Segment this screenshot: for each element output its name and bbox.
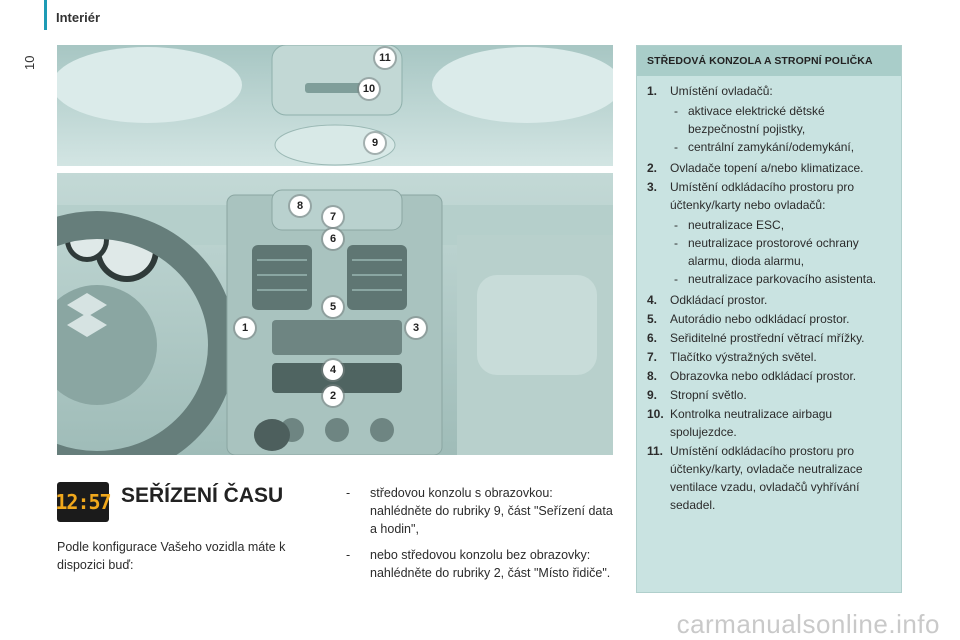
legend-number: 6. (647, 331, 658, 345)
legend-item (647, 291, 893, 309)
legend-number: 3. (647, 180, 658, 194)
legend-subitem: - neutralizace prostorové ochrany alarmu, dioda alarmu, (674, 236, 859, 268)
option-text: nebo středovou konzolu bez obrazovky: nahlédněte do rubriky 2, část "Místo řidiče". (370, 548, 611, 580)
dashboard-illustration (57, 45, 613, 455)
option-item (346, 546, 616, 582)
legend-text: Autorádio nebo odkládací prostor. (670, 312, 850, 326)
legend-number: 8. (647, 369, 658, 383)
option-text: středovou konzolu s obrazovkou: nahlédněte do rubriky 9, část "Seřízení data a hodin", (370, 486, 613, 536)
callout-6: 6 (323, 229, 343, 249)
legend-item (647, 348, 893, 366)
legend-item (647, 159, 893, 177)
watermark: carmanualsonline.info (676, 609, 940, 639)
legend-text: Tlačítko výstražných světel. (670, 350, 817, 364)
clock-display-icon (57, 482, 109, 522)
legend-text: Umístění odkládacího prostoru pro účtenky/karty, ovladače neutralizace ventilace vzadu, ovladačů vyhřívání sedadel. (670, 444, 863, 512)
legend-item (647, 405, 893, 441)
legend-item (647, 82, 893, 158)
legend-number: 2. (647, 161, 658, 175)
callout-8: 8 (290, 196, 310, 216)
callout-11: 11 (375, 48, 395, 68)
callout-3: 3 (406, 318, 426, 338)
legend-text: Umístění odkládacího prostoru pro účtenky/karty nebo ovladačů: (670, 180, 855, 212)
legend-item (647, 442, 893, 514)
legend-text: Ovladače topení a/nebo klimatizace. (670, 161, 864, 175)
legend-number: 11. (647, 444, 664, 458)
legend-item (647, 386, 893, 404)
legend-number: 10. (647, 407, 664, 421)
legend-item (647, 367, 893, 385)
callout-5: 5 (323, 297, 343, 317)
legend-subitem: - centrální zamykání/odemykání, (674, 140, 855, 154)
legend-text: Stropní světlo. (670, 388, 747, 402)
legend-number: 9. (647, 388, 658, 402)
section-title: Interiér (56, 10, 101, 25)
legend-text: Obrazovka nebo odkládací prostor. (670, 369, 857, 383)
legend-subitem: - neutralizace parkovacího asistenta. (674, 272, 877, 286)
legend-text: Odkládací prostor. (670, 293, 768, 307)
legend-number: 5. (647, 312, 658, 326)
clock-digits: 12:57 (55, 490, 111, 514)
legend-text: Seřiditelné prostřední větrací mřížky. (670, 331, 865, 345)
callout-10: 10 (359, 79, 379, 99)
legend-subitem: - neutralizace ESC, (674, 218, 785, 232)
legend-subitem: - aktivace elektrické dětské bezpečnostní pojistky, (674, 104, 825, 136)
intro-text: Podle konfigurace Vašeho vozidla máte k dispozici buď: (57, 540, 286, 572)
callout-9: 9 (365, 133, 385, 153)
legend-item (647, 178, 893, 290)
options-list (346, 484, 616, 590)
callout-1: 1 (235, 318, 255, 338)
panel-title: STŘEDOVÁ KONZOLA A STROPNÍ POLIČKA (637, 46, 901, 76)
callout-2: 2 (323, 386, 343, 406)
legend-number: 1. (647, 84, 658, 98)
page-number: 10 (22, 55, 37, 70)
legend-item (647, 310, 893, 328)
info-panel (636, 45, 902, 593)
legend-number: 7. (647, 350, 658, 364)
legend-number: 4. (647, 293, 658, 307)
bullet-dash: - (346, 486, 351, 500)
time-setting-heading: SEŘÍZENÍ ČASU (121, 484, 284, 507)
legend-list (637, 76, 901, 514)
legend-text: Kontrolka neutralizace airbagu spolujezdce. (670, 407, 833, 439)
section-marker (44, 0, 47, 30)
legend-item (647, 329, 893, 347)
callout-7: 7 (323, 207, 343, 227)
option-item (346, 484, 616, 538)
bullet-dash: - (346, 548, 351, 562)
legend-text: Umístění ovladačů: (670, 84, 773, 98)
callout-4: 4 (323, 360, 343, 380)
